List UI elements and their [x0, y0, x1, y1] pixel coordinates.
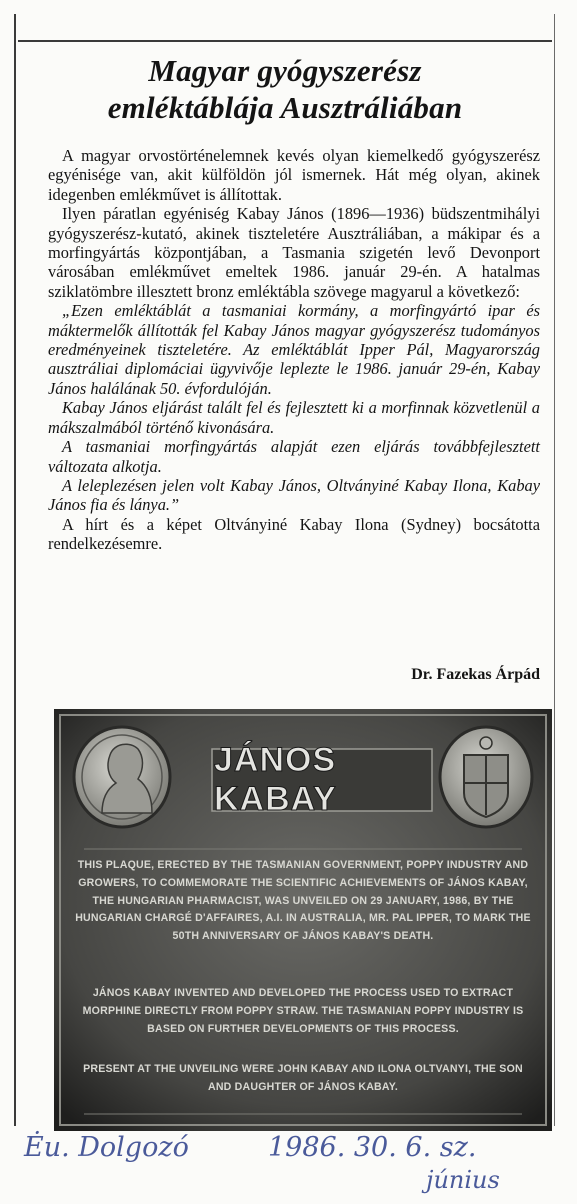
paragraph-intro: A magyar orvostörténelemnek kevés olyan kiemelkedő gyógyszerész egyénisége van, akit külföldön jól ismernek. Hát még olyan, akinek idegenben emlékművet is állítottak. — [48, 146, 540, 204]
handwritten-month: június — [426, 1166, 500, 1194]
quote-paragraph-2: Kabay János eljárást talált fel és fejlesztett ki a morfinnak közvetlenül a mákszalmából történő kivonására. — [48, 398, 540, 437]
handwritten-source: Ėu. Dolgozó — [24, 1132, 189, 1163]
title-line-1: Magyar gyógyszerész — [148, 53, 422, 88]
plaque-inscription-1: THIS PLAQUE, ERECTED BY THE TASMANIAN GOVERNMENT, POPPY INDUSTRY AND GROWERS, TO COMMEMORATE THE SCIENTIFIC ACHIEVEMENTS OF JÁNOS KABAY, THE HUNGARIAN PHARMACIST, WAS UNVEILED ON 29 JANUARY, 1986, BY THE HUNGARIAN CHARGÉ D'AFFAIRES, A.I. IN AUSTRALIA, MR. PAL IPPER, TO MARK THE 50TH ANNIVERSARY OF JÁNOS KABAY'S DEATH. — [75, 859, 531, 943]
quote-paragraph-4: A leleplezésen jelen volt Kabay János, Oltványiné Kabay Ilona, Kabay János fia és lánya.” — [48, 475, 540, 515]
portrait-medallion — [74, 727, 170, 827]
coat-of-arms-medallion — [440, 727, 532, 827]
paragraph-closing: A hírt és a képet Oltványiné Kabay Ilona (Sydney) bocsátotta rendelkezésemre. — [48, 514, 540, 554]
plaque-photo — [54, 709, 552, 1131]
plaque-inscription-3: PRESENT AT THE UNVEILING WERE JOHN KABAY AND ILONA OLTVANYI, THE SON AND DAUGHTER OF JÁNOS KABAY. — [83, 1063, 523, 1093]
top-rule — [18, 40, 552, 42]
plaque-name: JÁNOS KABAY — [214, 741, 337, 818]
quote-paragraph-1: „Ezen emléktáblát a tasmaniai kormány, a morfingyártó ipar és máktermelők állították fel Kabay János magyar gyógyszerész tudományos eredményeinek tiszteletére. Az emléktáblát Ipper Pál, Magyarország ausztráliai diplomáciai ügyvivője leplezte le 1986. január 29-én, Kabay János halálának 50. évfordulóján. — [48, 301, 540, 398]
quote-paragraph-3: A tasmaniai morfingyártás alapját ezen eljárás továbbfejlesztett változata alkotja. — [48, 437, 540, 476]
paragraph-kabay: Ilyen páratlan egyéniség Kabay János (1896—1936) büdszentmihályi gyógyszerész-kutató, akinek tiszteletére Ausztráliában, a mákipar és a morfingyártás központjában, a Tasmania szigetén levő Devonport városában emlékművet emeltek 1986. január 29-én. A hatalmas sziklatömbre illesztett bronz emléktábla szövege magyarul a következő: — [48, 204, 540, 301]
article-author: Dr. Fazekas Árpád — [411, 666, 540, 683]
article-body — [48, 146, 540, 554]
newspaper-clipping — [14, 14, 555, 1126]
plaque-inscription-2: JÁNOS KABAY INVENTED AND DEVELOPED THE PROCESS USED TO EXTRACT MORPHINE DIRECTLY FROM POPPY STRAW. THE TASMANIAN POPPY INDUSTRY IS BASED ON FURTHER DEVELOPMENTS OF THIS PROCESS. — [82, 987, 524, 1035]
handwritten-date: 1986. 30. 6. sz. — [268, 1132, 477, 1163]
title-line-2: emléktáblája Ausztráliában — [107, 90, 463, 125]
article-title — [16, 52, 554, 126]
